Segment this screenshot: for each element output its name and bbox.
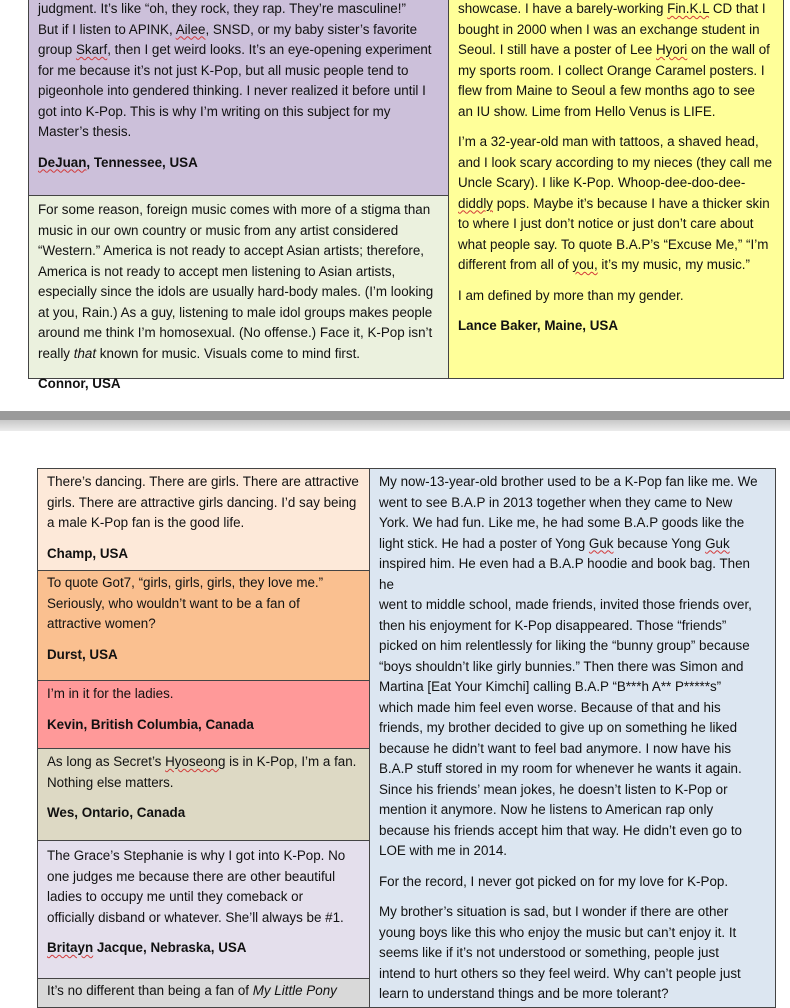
lance-paragraph-3: I am defined by more than my gender. (458, 287, 684, 303)
text-line: for me because it’s not just K-Pop, but all music people tend to (38, 62, 409, 78)
text-line: went to middle school, made friends, invited those friends over, (379, 597, 752, 612)
champ-quote-box (37, 468, 370, 571)
text-line: mention it anymore. Now he listens to American rap only (379, 802, 714, 817)
text-line: Since his friends’ mean jokes, he doesn’t listen to K-Pop or (379, 781, 728, 797)
show-title: My Little Pony (252, 983, 337, 998)
text-line: To quote Got7, “girls, girls, girls, they love me.” (47, 575, 324, 590)
britayn-quote-text (47, 846, 360, 928)
text-line: diddly pops. Maybe it’s because I have a thicker skin (458, 195, 770, 211)
last-quote-box (37, 978, 370, 1008)
brother-paragraph-1 (379, 472, 766, 862)
text-line: Martina [Eat Your Kimchi] calling B.A.P “B***h A** P*****s” (379, 679, 722, 694)
text-line: B.A.P stuff stored in my room for whenever he wants it again. (379, 761, 742, 776)
durst-signature: Durst, USA (47, 646, 118, 662)
last-quote-text (47, 981, 360, 1002)
text-line: I’m a 32-year-old man with tattoos, a shaved head, (458, 134, 759, 149)
text-line: My brother’s situation is sad, but I wonder if there are other (379, 904, 729, 919)
text-line: what people say. To quote B.A.P’s “Excuse Me,” “I’m (458, 236, 769, 252)
dejuan-quote-box (28, 0, 449, 196)
text-line: There’s dancing. There are girls. There are attractive (47, 474, 359, 489)
text-segment: It’s no different than being a fan of (47, 983, 253, 998)
text-line: Seoul. I still have a poster of Lee Hyori on the wall of (458, 42, 770, 57)
text-line: group Skarf, then I get weird looks. It’s an eye-opening experiment (38, 42, 432, 57)
text-line: ladies to occupy me until they comeback or (47, 889, 304, 904)
text-line: intend to hurt others so they feel weird. Why can’t people just (379, 965, 741, 981)
connor-signature: Connor, USA (38, 376, 121, 391)
text-line: to where I just don’t notice or just don’t care about (458, 216, 754, 231)
text-line: seems like if it’s not understood or something, people just (379, 945, 719, 960)
dejuan-quote-text (38, 0, 439, 143)
text-line: showcase. I have a barely-working Fin.K.L CD that I (458, 1, 766, 16)
kevin-signature: Kevin, British Columbia, Canada (47, 716, 254, 732)
text-line: and I look scary according to my nieces (they call me (458, 154, 773, 170)
text-line: really that known for music. Visuals come to mind first. (38, 345, 361, 361)
text-line: girls. There are attractive girls dancing. I’d say being (47, 494, 357, 510)
kevin-quote-box (37, 680, 370, 749)
lance-paragraph-2 (458, 132, 774, 276)
text-line: at you, Rain.) As a guy, listening to male idol groups makes people (38, 304, 433, 320)
text-line: one judges me because there are other beautiful (47, 868, 336, 884)
text-line: America is not ready to accept men listening to Asian artists, (38, 263, 396, 279)
brother-paragraph-3 (379, 902, 766, 1005)
text-line: picked on him relentlessly for liking the “bunny group” because (379, 638, 750, 653)
text-line: different from all of you, it’s my music, my music.” (458, 257, 750, 272)
text-line: “boys shouldn’t like girly bunnies.” Then there was Simon and (379, 658, 744, 674)
text-line: Seriously, who wouldn’t want to be a fan of (47, 595, 300, 611)
text-line: my sports room. I collect Orange Caramel posters. I (458, 62, 765, 78)
text-line: learn to understand things and be more tolerant? (379, 986, 669, 1001)
britayn-signature: Britayn Jacque, Nebraska, USA (47, 940, 247, 955)
text-line: an IU show. Lime from Hello Venus is LIFE. (458, 103, 716, 119)
dejuan-signature: DeJuan, Tennessee, USA (38, 154, 198, 170)
text-line: flew from Maine to Seoul a few months ago to see (458, 83, 755, 98)
text-line: The Grace’s Stephanie is why I got into K-Pop. No (47, 848, 346, 863)
text-line: then his enjoyment for K-Pop disappeared. Those “friends” (379, 617, 727, 633)
text-line: which made him feel even worse. Because of that and his (379, 699, 721, 715)
britayn-quote-box (37, 840, 370, 979)
connor-quote-box (28, 195, 449, 391)
text-line: bought in 2000 when I was an exchange student in (458, 21, 760, 37)
wes-quote-text (47, 752, 360, 793)
lance-paragraph-1 (458, 0, 774, 122)
durst-quote-box (37, 570, 370, 681)
text-line: light stick. He had a poster of Yong Guk because Yong Guk (379, 535, 730, 551)
text-line: LOE with me in 2014. (379, 843, 508, 858)
brother-quote-box (369, 468, 776, 1008)
brother-paragraph-2: For the record, I never got picked on for my love for K-Pop. (379, 873, 729, 889)
text-line: judgment. It’s like “oh, they rock, they rap. They’re masculine!” (38, 1, 406, 16)
text-line: As long as Secret’s Hyoseong is in K-Pop, I’m a fan. (47, 754, 357, 769)
text-line: because he didn’t want to feel bad anymore. I now have his (379, 740, 732, 756)
champ-signature: Champ, USA (47, 545, 129, 561)
text-line: around me think I’m homosexual. (No offense.) Face it, K-Pop isn’t (38, 325, 433, 340)
text-line: I’m in it for the ladies. (47, 686, 174, 701)
text-line: Master’s thesis. (38, 124, 132, 139)
text-line: pigeonhole into gendered thinking. I never realized it before until I (38, 83, 426, 98)
text-line: especially since the idols are usually hard-body males. (I’m looking (38, 284, 434, 299)
text-line: inspired him. He even had a B.A.P hoodie and book bag. Then he (379, 556, 750, 592)
text-line: York. We had fun. Like me, he had some B.A.P goods like the (379, 515, 745, 530)
text-line: But if I listen to APINK, Ailee, SNSD, or my baby sister’s favorite (38, 21, 418, 37)
lance-quote-box (448, 0, 784, 379)
text-line: For some reason, foreign music comes with more of a stigma than (38, 202, 431, 217)
wes-signature: Wes, Ontario, Canada (47, 805, 186, 820)
text-line: young boys like this who enjoy the music but can’t enjoy it. It (379, 924, 737, 940)
text-line: “Western.” America is not ready to accept Asian artists; therefore, (38, 243, 425, 258)
text-line: got into K-Pop. This is why I’m writing on this subject for my (38, 103, 391, 119)
text-line: Nothing else matters. (47, 774, 174, 790)
page-separator (0, 411, 790, 431)
lance-signature: Lance Baker, Maine, USA (458, 318, 619, 333)
text-line: Uncle Scary). I like K-Pop. Whoop-dee-doo-dee- (458, 175, 746, 190)
text-line: went to see B.A.P in 2013 together when they came to New (379, 494, 733, 510)
wes-quote-box (37, 748, 370, 841)
durst-quote-text (47, 573, 360, 635)
text-line: a male K-Pop fan is the good life. (47, 515, 245, 530)
text-line: friends, my brother decided to give up on something he liked (379, 720, 738, 735)
kevin-quote-text (47, 684, 360, 705)
text-line: music in our own country or music from any artist considered (38, 222, 399, 238)
text-line: My now-13-year-old brother used to be a K-Pop fan like me. We (379, 474, 758, 489)
text-line: officially disband or whatever. She’ll always be #1. (47, 909, 344, 925)
connor-quote-text (38, 200, 439, 364)
champ-quote-text (47, 472, 360, 534)
text-line: because his friends accept him that way. He didn’t even go to (379, 822, 742, 838)
text-line: attractive women? (47, 616, 156, 631)
